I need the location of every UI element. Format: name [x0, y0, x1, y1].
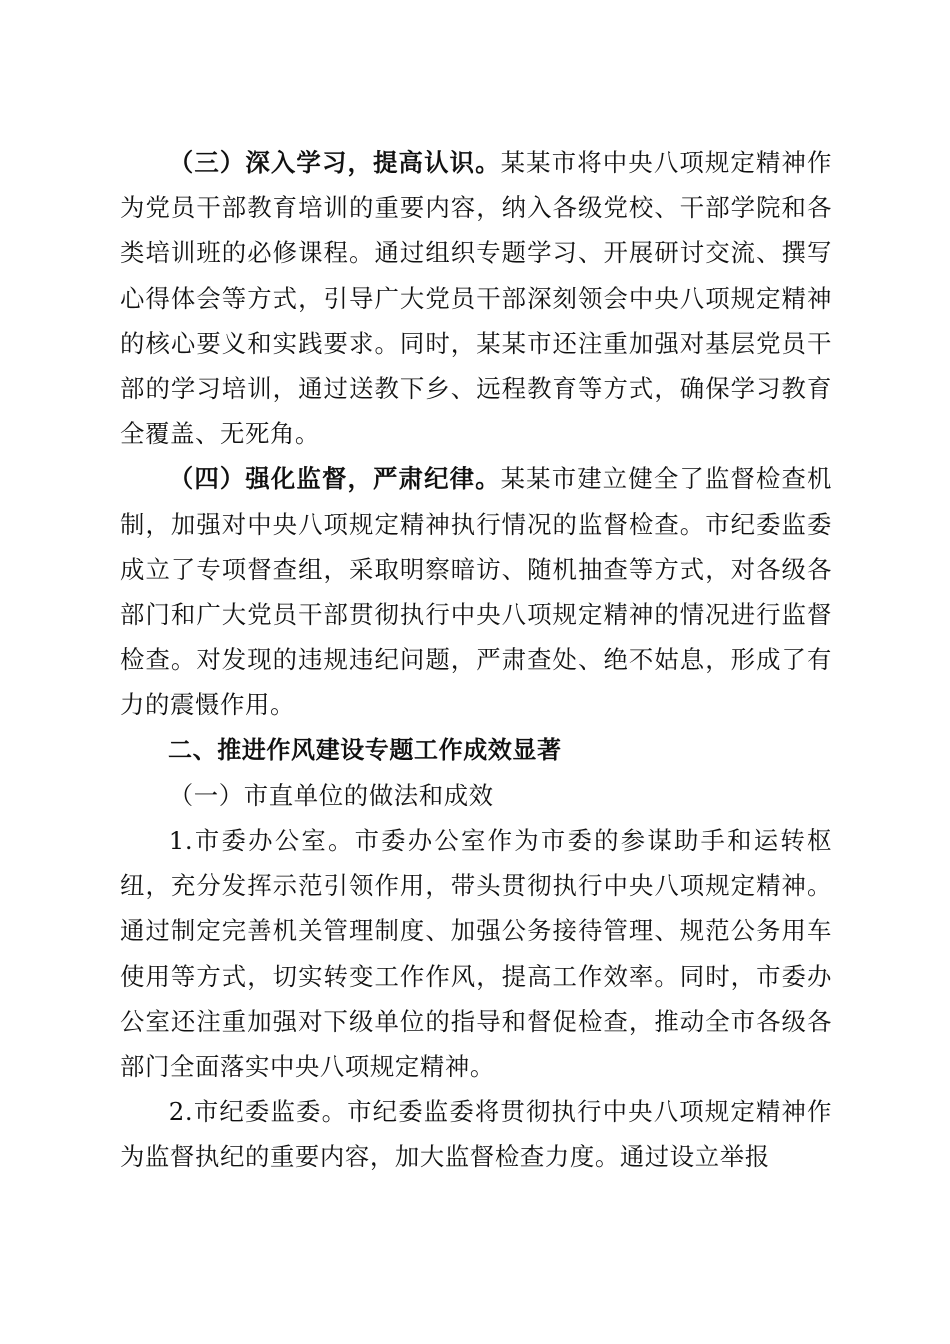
- section-4-lead: （四）强化监督，严肃纪律。: [168, 464, 501, 494]
- paragraph-item-2: 2.市纪委监委。市纪委监委将贯彻执行中央八项规定精神作为监督执纪的重要内容，加大监督检查力度。通过设立举报: [120, 1097, 832, 1172]
- paragraph-item-1: 1.市委办公室。市委办公室作为市委的参谋助手和运转枢纽，充分发挥示范引领作用，带头贯彻执行中央八项规定精神。通过制定完善机关管理制度、加强公务接待管理、规范公务用车使用等方式，切实转变工作作风，提高工作效率。同时，市委办公室还注重加强对下级单位的指导和督促检查，推动全市各级各部门全面落实中央八项规定精神。: [120, 826, 832, 1082]
- section-3-lead: （三）深入学习，提高认识。: [168, 148, 501, 177]
- section-4-body: 某某市建立健全了监督检查机制，加强对中央八项规定精神执行情况的监督检查。市纪委监委成立了专项督查组，采取明察暗访、随机抽查等方式，对各级各部门和广大党员干部贯彻执行中央八项规定精神的情况进行监督检查。对发现的违规违纪问题，严肃查处、绝不姑息，形成了有力的震慑作用。: [120, 464, 832, 720]
- heading-section-2: 二、推进作风建设专题工作成效显著: [168, 735, 562, 764]
- subheading-municipal-units: （一）市直单位的做法和成效: [168, 780, 494, 810]
- document-body: [120, 140, 832, 1180]
- paragraph-section-3: [120, 140, 832, 456]
- section-3-body: 某某市将中央八项规定精神作为党员干部教育培训的重要内容，纳入各级党校、干部学院和各类培训班的必修课程。通过组织专题学习、开展研讨交流、撰写心得体会等方式，引导广大党员干部深刻领会中央八项规定精神的核心要义和实践要求。同时，某某市还注重加强对基层党员干部的学习培训，通过送教下乡、远程教育等方式，确保学习教育全覆盖、无死角。: [120, 148, 832, 449]
- paragraph-section-4: [120, 456, 832, 727]
